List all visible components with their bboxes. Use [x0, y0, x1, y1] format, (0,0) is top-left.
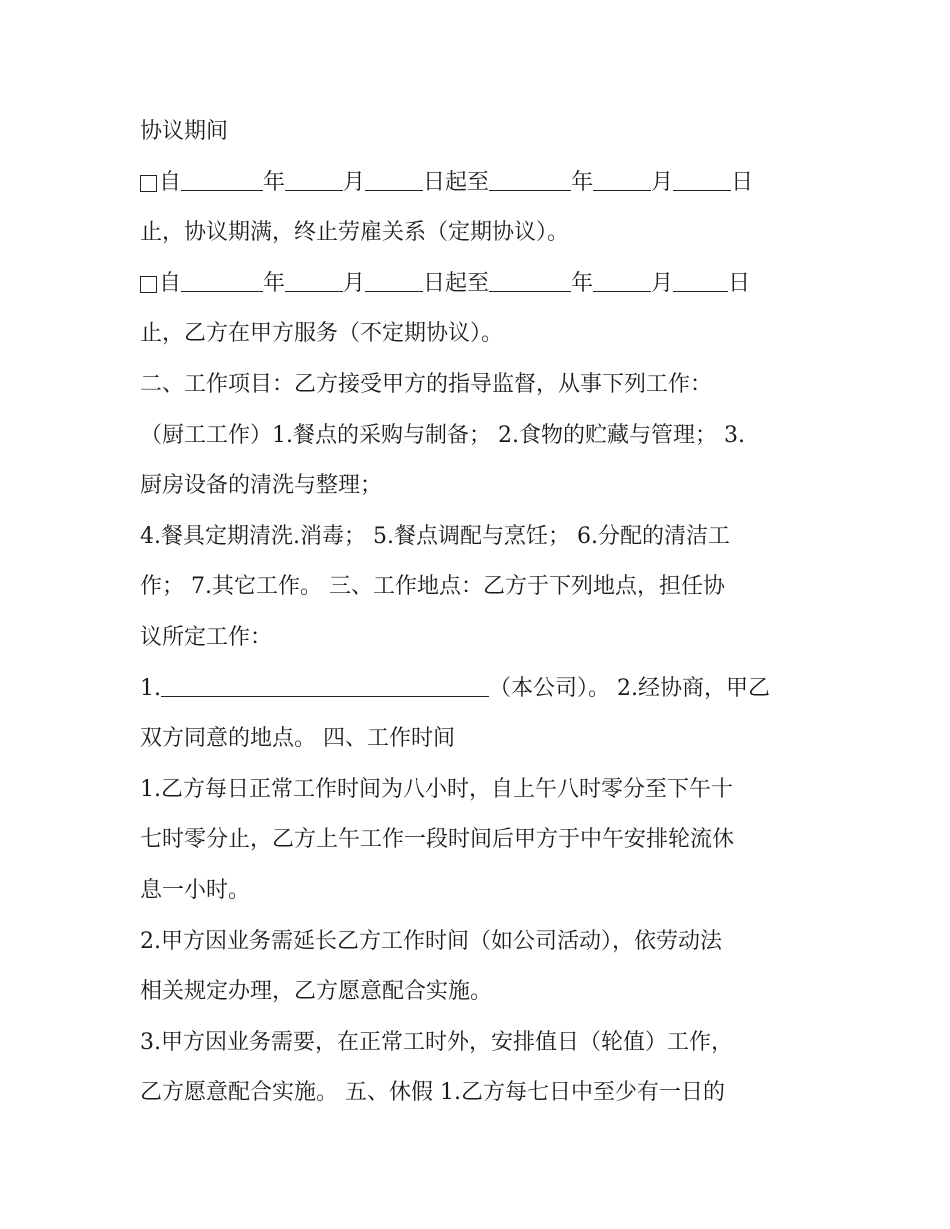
option-indefinite-term-text: 止，乙方在甲方服务（不定期协议）。 [140, 321, 504, 347]
document-page [140, 107, 820, 1119]
month-label: 月 [651, 169, 674, 195]
location-blank[interactable] [161, 676, 489, 697]
day-label: 日 [728, 270, 751, 296]
work-location-option-1 [140, 664, 820, 715]
end-month-blank[interactable] [593, 271, 651, 292]
start-year-blank[interactable] [181, 170, 263, 191]
day-label: 日 [731, 169, 754, 195]
location-suffix-text: （本公司）。 2.经协商，甲乙 [489, 675, 770, 701]
work-hours-line: 1.乙方每日正常工作时间为八小时，自上午八时零分至下午十 [140, 776, 733, 802]
year-label: 年 [263, 169, 286, 195]
end-day-blank[interactable] [673, 170, 731, 191]
work-hours-line: 息一小时。 [140, 877, 251, 903]
end-year-blank[interactable] [489, 170, 571, 191]
section-title-agreement-period: 协议期间 [140, 119, 229, 144]
month-label: 月 [343, 169, 366, 195]
work-items-heading: 二、工作项目：乙方接受甲方的指导监督，从事下列工作： [140, 371, 713, 397]
work-hours-line: 七时零分止，乙方上午工作一段时间后甲方于中午安排轮流休 [140, 827, 735, 853]
year-label: 年 [571, 270, 594, 296]
end-month-blank[interactable] [593, 170, 651, 191]
month-label: 月 [343, 270, 366, 296]
work-items-line: 厨房设备的清洗与整理； [140, 473, 383, 499]
overtime-line: 2.甲方因业务需延长乙方工作时间（如公司活动），依劳动法 [140, 928, 722, 954]
end-day-blank[interactable] [673, 271, 728, 292]
start-day-blank[interactable] [365, 271, 423, 292]
start-year-blank[interactable] [181, 271, 263, 292]
start-month-blank[interactable] [285, 170, 343, 191]
end-year-blank[interactable] [489, 271, 571, 292]
day-to-label: 日起至 [423, 270, 490, 296]
leave-heading-line: 乙方愿意配合实施。 五、休假 1.乙方每七日中至少有一日的 [140, 1080, 725, 1106]
year-label: 年 [263, 270, 286, 296]
overtime-line: 相关规定办理，乙方愿意配合实施。 [140, 979, 493, 1005]
item-number: 1. [140, 675, 161, 701]
option-fixed-term-text: 止，协议期满，终止劳雇关系（定期协议）。 [140, 220, 570, 246]
fixed-term-checkbox[interactable] [140, 175, 157, 192]
start-day-blank[interactable] [365, 170, 423, 191]
work-items-line: （厨工工作）1.餐点的采购与制备； 2.食物的贮藏与管理； 3. [140, 422, 745, 448]
from-label: 自 [159, 270, 182, 296]
work-location-heading: 作； 7.其它工作。 三、工作地点：乙方于下列地点，担任协 [140, 574, 725, 600]
indefinite-term-checkbox[interactable] [140, 276, 157, 293]
year-label: 年 [571, 169, 594, 195]
start-month-blank[interactable] [285, 271, 343, 292]
work-items-line: 4.餐具定期清洗.消毒； 5.餐点调配与烹饪； 6.分配的清洁工 [140, 523, 730, 549]
from-label: 自 [159, 169, 182, 195]
month-label: 月 [651, 270, 674, 296]
option-indefinite-term-dates [140, 259, 820, 310]
work-hours-heading: 双方同意的地点。 四、工作时间 [140, 726, 455, 752]
work-location-line: 议所定工作： [140, 624, 273, 650]
duty-line: 3.甲方因业务需要，在正常工时外，安排值日（轮值）工作， [140, 1029, 733, 1055]
day-to-label: 日起至 [423, 169, 490, 195]
option-fixed-term-dates [140, 158, 820, 209]
